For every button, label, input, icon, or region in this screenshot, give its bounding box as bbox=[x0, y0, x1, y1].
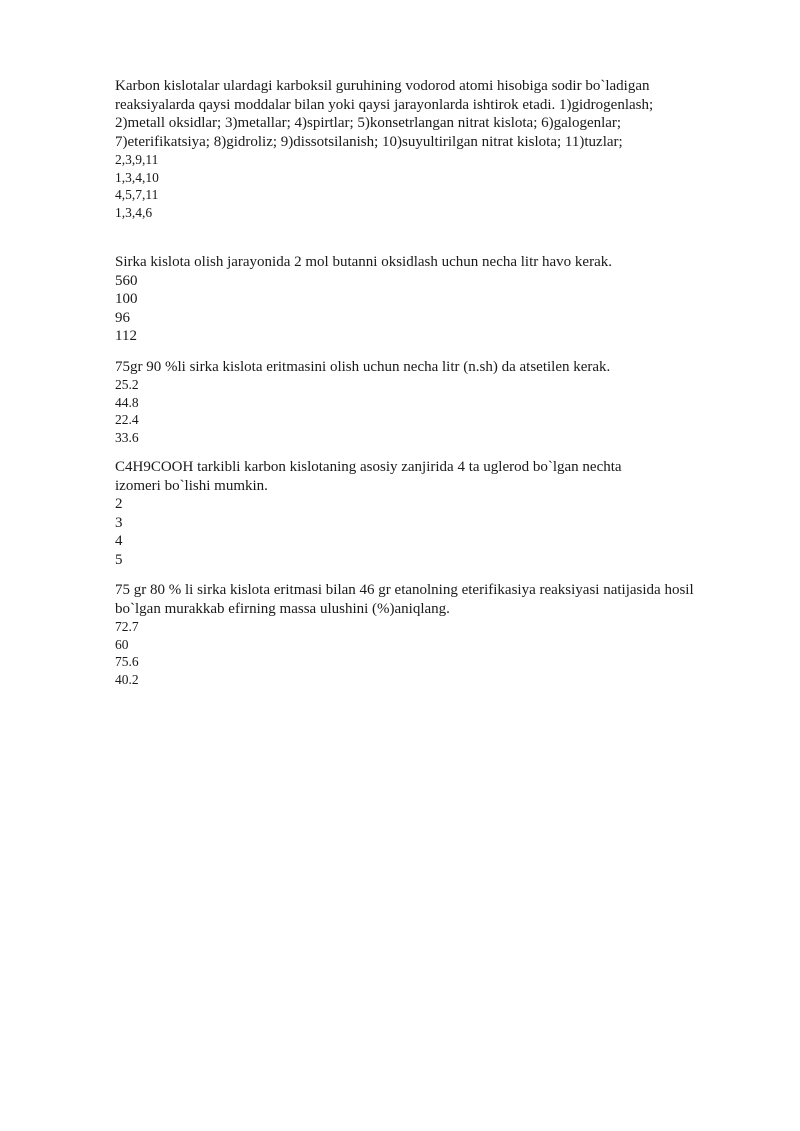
question-block bbox=[115, 77, 755, 221]
answer-option: 33.6 bbox=[115, 429, 139, 445]
question-text bbox=[115, 358, 755, 377]
question-line: reaksiyalarda qaysi moddalar bilan yoki qaysi jarayonlarda ishtirok etadi. 1)gidrogenlash; bbox=[115, 96, 654, 113]
answer-option: 75.6 bbox=[115, 654, 139, 669]
answer-option: 3 bbox=[115, 514, 123, 531]
answer-option: 1,3,4,6 bbox=[115, 204, 153, 220]
question-line: izomeri bo`lishi mumkin. bbox=[115, 477, 268, 494]
answer-option: 72.7 bbox=[115, 619, 139, 634]
answer-option: 4,5,7,11 bbox=[115, 187, 159, 202]
answer-option: 100 bbox=[115, 291, 138, 307]
answer-option: 25.2 bbox=[115, 377, 139, 392]
answer-list bbox=[115, 151, 755, 221]
answer-option: 22.4 bbox=[115, 412, 139, 427]
answer-list bbox=[115, 618, 755, 688]
question-text bbox=[115, 77, 755, 151]
question-line: 2)metall oksidlar; 3)metallar; 4)spirtlar; 5)konsetrlangan nitrat kislota; 6)galogenlar; bbox=[115, 115, 622, 131]
question-block bbox=[115, 458, 755, 569]
question-line: bo`lgan murakkab efirning massa ulushini (%)aniqlang. bbox=[115, 600, 450, 617]
question-block bbox=[115, 253, 755, 346]
question-line: Sirka kislota olish jarayonida 2 mol butanni oksidlash uchun necha litr havo kerak. bbox=[115, 254, 612, 270]
question-block bbox=[115, 358, 755, 447]
question-line: 75 gr 80 % li sirka kislota eritmasi bilan 46 gr etanolning eterifikasiya reaksiyasi natijasida hosil bbox=[115, 582, 694, 598]
answer-option: 2,3,9,11 bbox=[115, 152, 159, 167]
answer-option: 5 bbox=[115, 551, 123, 568]
answer-option: 560 bbox=[115, 272, 138, 289]
answer-option: 40.2 bbox=[115, 671, 139, 687]
answer-list bbox=[115, 272, 755, 346]
answer-list bbox=[115, 376, 755, 446]
question-text bbox=[115, 458, 755, 495]
document-page bbox=[115, 77, 755, 688]
question-line: 7)eterifikatsiya; 8)gidroliz; 9)dissotsilanish; 10)suyultirilgan nitrat kislota; 11)tuzlar; bbox=[115, 133, 623, 150]
answer-option: 60 bbox=[115, 636, 129, 652]
answer-list bbox=[115, 495, 755, 569]
answer-option: 2 bbox=[115, 496, 123, 512]
question-block bbox=[115, 581, 755, 688]
answer-option: 4 bbox=[115, 533, 123, 549]
question-line: Karbon kislotalar ulardagi karboksil guruhining vodorod atomi hisobiga sodir bo`ladigan bbox=[115, 78, 650, 94]
answer-option: 44.8 bbox=[115, 394, 139, 410]
question-text bbox=[115, 581, 755, 618]
answer-option: 96 bbox=[115, 309, 130, 326]
question-line: 75gr 90 %li sirka kislota eritmasini olish uchun necha litr (n.sh) da atsetilen kerak. bbox=[115, 358, 611, 375]
answer-option: 112 bbox=[115, 328, 137, 344]
question-line: C4H9COOH tarkibli karbon kislotaning asosiy zanjirida 4 ta uglerod bo`lgan nechta bbox=[115, 459, 622, 475]
answer-option: 1,3,4,10 bbox=[115, 169, 159, 185]
question-text bbox=[115, 253, 755, 272]
